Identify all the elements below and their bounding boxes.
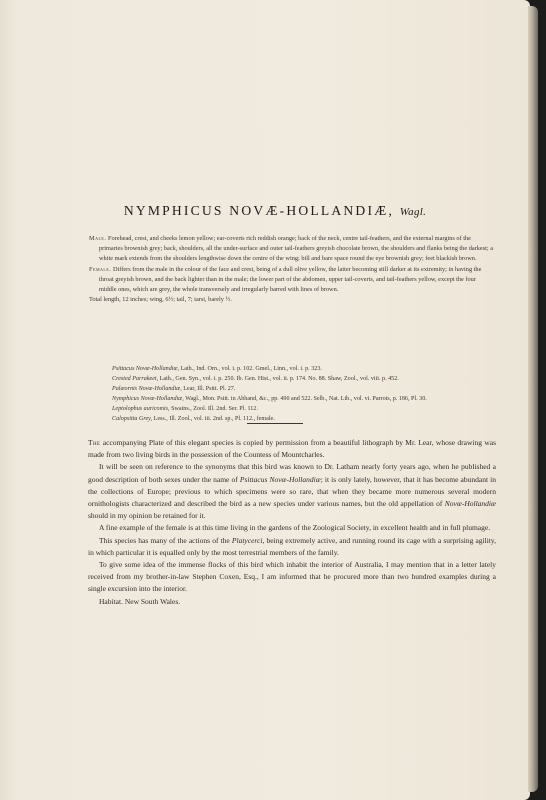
female-label: Female.: [89, 265, 112, 273]
synonym-name: Nymphicus Novæ-Hollandiæ,: [112, 395, 184, 402]
paragraph: To give some idea of the immense flocks of this bird which inhabit the interior of Australia, I may mention that in a letter lately received from my brother-in-law Stephen Coxen, Esq., I am informed that he procured more than two hundred examples during a single excursion into the interior.: [88, 560, 496, 594]
plumage-description: [89, 234, 493, 305]
synonym-name: Palæornis Novæ-Hollandiæ,: [112, 385, 182, 392]
synonym-entry: [98, 365, 498, 375]
synonym-entry: [98, 375, 498, 385]
synonym-entry: [98, 385, 498, 395]
synonymy-list: [98, 365, 498, 424]
male-label: Male.: [89, 235, 107, 242]
species-title: [60, 203, 490, 219]
main-text: [88, 437, 496, 608]
female-description: [89, 265, 493, 296]
synonym-reference: Lear, Ill. Psitt. Pl. 27.: [183, 385, 236, 392]
female-text: Differs from the male in the colour of the face and crest, being of a dull olive yellow, the latter becoming still darker at its extremity; in having the throat greyish brown, and the back lighter than in the male; the lower part of the abdomen, upper tail-coverts, and tail-feathers yellow, except the four middle ones, which are grey, the whole transversely and irregularly barred with lines of brown.: [99, 265, 482, 294]
synonym-reference: Less., Ill. Zool., vol. iii. 2nd. sp., Pl. 112., female.: [153, 415, 275, 422]
synonym-name: Psittacus Novæ-Hollandiæ,: [112, 366, 180, 372]
measurements: Total length, 12 inches; wing, 6½; tail, 7; tarsi, barely ½.: [89, 296, 232, 304]
paragraph: The accompanying Plate of this elegant species is copied by permission from a beautiful lithograph by Mr. Lear, whose drawing was made from two living birds in the possession of the Countess of Mountcharles.: [88, 438, 496, 460]
species-authority: Wagl.: [399, 206, 427, 218]
synonym-name: Calopsitta Grey,: [112, 415, 153, 422]
paragraph: It will be seen on reference to the synonyms that this bird was known to Dr. Latham nearly forty years ago, when he published a good description of both sexes under the name of Psittacus Novæ-Hollandiæ; it is only lately, however, that it has become abundant in the collections of Europe; previous to which specimens were so rare, that when they became more numerous several modern ornithologists characterized and described the bird as a new species under various names, but the old appellation of Novæ-Hollandiæ should in my opinion be retained for it.: [88, 462, 496, 521]
synonym-entry: [98, 395, 498, 405]
synonym-reference: Lath., Ind. Orn., vol. i. p. 102. Gmel., Linn., vol. i. p. 323.: [180, 366, 322, 372]
synonym-reference: Lath., Gen. Syn., vol. i. p. 250. Ib. Gen. Hist., vol. ii. p. 174. No. 88. Shaw, Zool., vol. viii. p. 452.: [159, 375, 399, 382]
paragraph: This species has many of the actions of the Platycerci, being extremely active, and running round its cage with a surprising agility, in which particular it is equalled only by the most terrestrial members of the family.: [88, 535, 497, 557]
synonym-name: Leptolophus auricomis,: [112, 405, 170, 412]
synonym-entry: [98, 405, 498, 415]
lead-word: The: [88, 438, 101, 447]
page-edge: [528, 6, 538, 792]
synonym-reference: Wagl., Mon. Psitt. in Abhand, &c., pp. 490 and 522. Selb., Nat. Lib., vol. vi. Parrots, p. 186, Pl. 30.: [185, 395, 427, 402]
species-name: NYMPHICUS NOVÆ-HOLLANDIÆ,: [123, 203, 395, 218]
paragraph: A fine example of the female is at this time living in the gardens of the Zoological Society, in excellent health and in full plumage.: [99, 523, 491, 533]
male-description: [89, 234, 493, 265]
synonym-name: Crested Parrakeet,: [112, 375, 159, 382]
section-divider: [247, 423, 303, 424]
male-text: Forehead, crest, and cheeks lemon yellow; ear-coverts rich reddish orange; back of the neck, centre tail-feathers, and the external margins of the primaries brownish grey; back, shoulders, all the under-surface and outer tail-feathers greyish chocolate brown, the shoulders and flanks being the darkest; a white mark extends from the shoulders lengthwise down the centre of the wing; bill and bare space round the eye brownish grey; feet blackish brown.: [99, 235, 493, 263]
habitat: Habitat. New South Wales.: [99, 596, 181, 606]
synonym-reference: Swains., Zool. Ill. 2nd. Ser. Pl. 112.: [171, 405, 258, 412]
